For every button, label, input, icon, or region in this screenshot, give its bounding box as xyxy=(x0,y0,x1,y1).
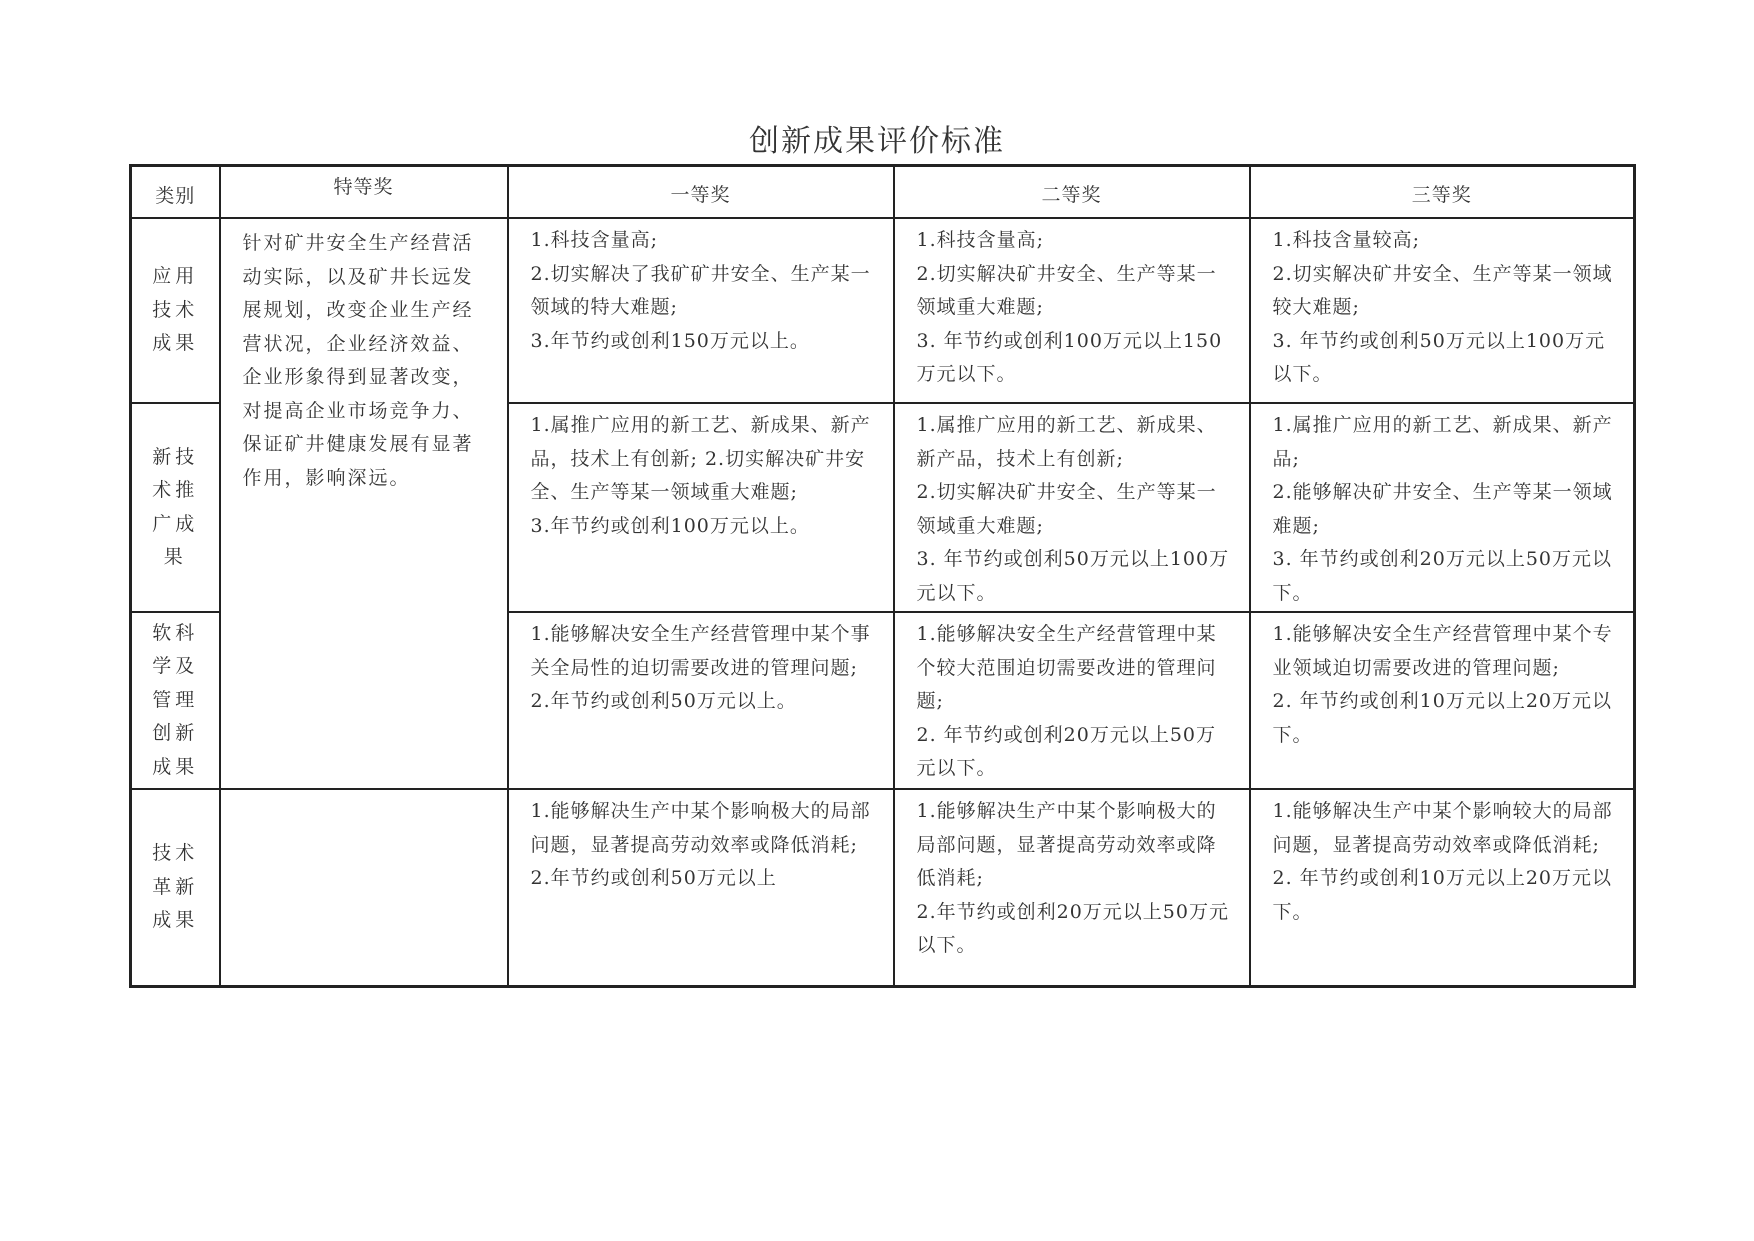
criterion-line: 3.年节约或创利150万元以上。 xyxy=(530,329,810,352)
header-special-label: 特等奖 xyxy=(333,176,394,198)
category-label: 应用技术成果 xyxy=(152,265,199,355)
table-row xyxy=(131,218,1635,403)
criterion-line: 1.能够解决安全生产经营管理中某个专业领域迫切需要改进的管理问题; xyxy=(1272,623,1613,679)
category-label: 技术革新成果 xyxy=(152,842,199,932)
criterion-line: 3. 年节约或创利50万元以上100万元以下。 xyxy=(1272,329,1606,385)
criterion-line: 2.切实解决矿井安全、生产等某一领域重大难题; xyxy=(916,262,1217,318)
header-special xyxy=(220,166,508,219)
header-second xyxy=(894,166,1250,219)
criterion-line: 2.能够解决矿井安全、生产等某一领域难题; xyxy=(1272,481,1613,537)
criterion-line: 2.年节约或创利50万元以上 xyxy=(530,867,777,889)
first-award-cell xyxy=(508,403,894,612)
criterion-line: 1.科技含量高; xyxy=(530,229,659,251)
criterion-line: 1.能够解决生产中某个影响较大的局部问题，显著提高劳动效率或降低消耗; xyxy=(1272,800,1613,856)
header-first-label: 一等奖 xyxy=(670,184,731,206)
criterion-line: 3.年节约或创利100万元以上。 xyxy=(530,514,810,537)
second-award-cell xyxy=(894,218,1250,403)
criterion-line: 1.能够解决生产中某个影响极大的局部问题，显著提高劳动效率或降低消耗; xyxy=(916,800,1217,889)
header-third xyxy=(1250,166,1635,219)
criterion-line: 2.年节约或创利20万元以上50万元以下。 xyxy=(916,900,1229,956)
category-label: 软科学及管理创新成果 xyxy=(152,621,199,778)
second-award-cell xyxy=(894,403,1250,612)
third-award-cell xyxy=(1250,218,1635,403)
criterion-line: 2.切实解决矿井安全、生产等某一领域较大难题; xyxy=(1272,262,1613,318)
criterion-line: 3. 年节约或创利20万元以上50万元以下。 xyxy=(1272,548,1613,604)
first-award-cell xyxy=(508,612,894,789)
criterion-line: 1.属推广应用的新工艺、新成果、新产品，技术上有创新; 2.切实解决矿井安全、生产等某一领域重大难题; xyxy=(530,414,871,503)
criterion-line: 1.属推广应用的新工艺、新成果、新产品; xyxy=(1272,414,1613,470)
special-award-cell xyxy=(220,218,508,789)
criterion-line: 1.能够解决安全生产经营管理中某个事关全局性的迫切需要改进的管理问题; xyxy=(530,623,871,679)
header-third-label: 三等奖 xyxy=(1411,184,1472,206)
third-award-cell xyxy=(1250,403,1635,612)
first-award-cell xyxy=(508,218,894,403)
criterion-line: 1.能够解决安全生产经营管理中某个较大范围迫切需要改进的管理问题; xyxy=(916,623,1217,712)
special-award-cell-empty xyxy=(220,789,508,987)
criterion-line: 2.切实解决了我矿矿井安全、生产某一领域的特大难题; xyxy=(530,262,871,318)
criterion-line: 2.切实解决矿井安全、生产等某一领域重大难题; xyxy=(916,481,1217,537)
criterion-line: 2.年节约或创利50万元以上。 xyxy=(530,690,797,712)
category-cell xyxy=(131,789,220,987)
criteria-table xyxy=(129,164,1636,988)
page-title: 创新成果评价标准 xyxy=(749,124,1005,159)
category-label: 新技术推广成果 xyxy=(152,445,199,568)
header-second-label: 二等奖 xyxy=(1041,184,1102,206)
header-first xyxy=(508,166,894,219)
criterion-line: 3. 年节约或创利100万元以上150万元以下。 xyxy=(916,329,1223,385)
header-category xyxy=(131,166,220,219)
criterion-line: 2. 年节约或创利20万元以上50万元以下。 xyxy=(916,723,1217,779)
header-category-label: 类别 xyxy=(155,185,196,207)
third-award-cell xyxy=(1250,789,1635,987)
criterion-line: 3. 年节约或创利50万元以上100万元以下。 xyxy=(916,548,1230,604)
criterion-line: 2. 年节约或创利10万元以上20万元以下。 xyxy=(1272,867,1613,923)
table-row xyxy=(131,789,1635,987)
criterion-line: 1.科技含量高; xyxy=(916,229,1045,251)
criterion-line: 2. 年节约或创利10万元以上20万元以下。 xyxy=(1272,690,1613,746)
header-row xyxy=(131,166,1635,219)
second-award-cell xyxy=(894,789,1250,987)
category-cell xyxy=(131,612,220,789)
third-award-cell xyxy=(1250,612,1635,789)
criterion-line: 1.属推广应用的新工艺、新成果、新产品，技术上有创新; xyxy=(916,414,1217,470)
special-award-text: 针对矿井安全生产经营活动实际，以及矿井长远发展规划，改变企业生产经营状况，企业经济效益、企业形象得到显著改变，对提高企业市场竞争力、保证矿井健康发展有显著作用，影响深远。 xyxy=(242,232,474,489)
category-cell xyxy=(131,403,220,612)
category-cell xyxy=(131,218,220,403)
criterion-line: 1.能够解决生产中某个影响极大的局部问题，显著提高劳动效率或降低消耗; xyxy=(530,800,871,856)
criterion-line: 1.科技含量较高; xyxy=(1272,229,1421,251)
first-award-cell xyxy=(508,789,894,987)
second-award-cell xyxy=(894,612,1250,789)
